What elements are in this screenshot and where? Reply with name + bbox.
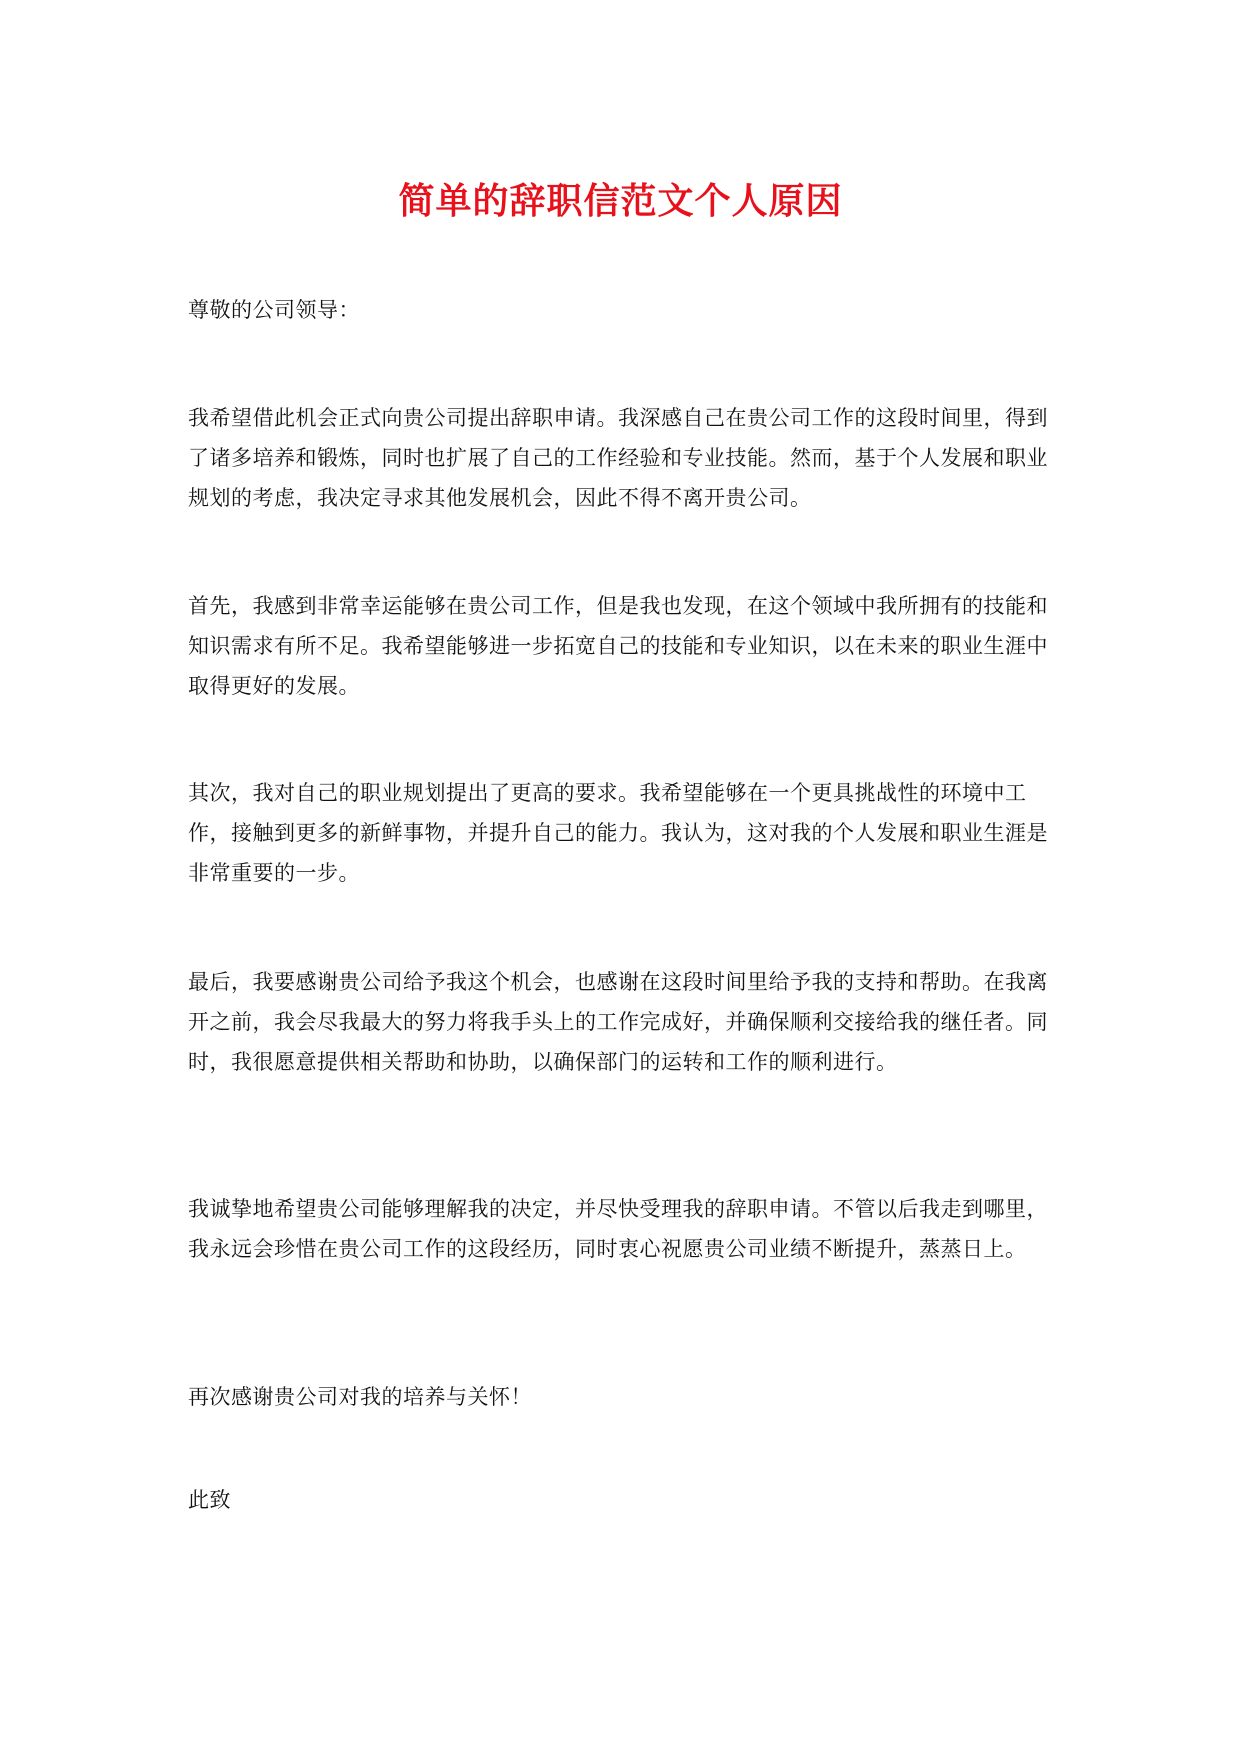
paragraph-thanks: 再次感谢贵公司对我的培养与关怀！ bbox=[188, 1385, 532, 1409]
paragraph-second-reason: 其次，我对自己的职业规划提出了更高的要求。我希望能够在一个更具挑战性的环境中工作，接触到更多的新鲜事物，并提升自己的能力。我认为，这对我的个人发展和职业生涯是非常重要的一步。 bbox=[188, 781, 1048, 885]
paragraph-first-reason: 首先，我感到非常幸运能够在贵公司工作，但是我也发现，在这个领域中我所拥有的技能和知识需求有所不足。我希望能够进一步拓宽自己的技能和专业知识，以在未来的职业生涯中取得更好的发展。 bbox=[188, 594, 1048, 698]
closing-salute: 此致 bbox=[188, 1488, 231, 1512]
paragraph-gratitude-handover: 最后，我要感谢贵公司给予我这个机会，也感谢在这段时间里给予我的支持和帮助。在我离开之前，我会尽我最大的努力将我手头上的工作完成好，并确保顺利交接给我的继任者。同时，我很愿意提供相关帮助和协助，以确保部门的运转和工作的顺利进行。 bbox=[188, 970, 1048, 1074]
salutation: 尊敬的公司领导： bbox=[188, 298, 360, 322]
document-title: 简单的辞职信范文个人原因 bbox=[398, 181, 843, 222]
paragraph-intent: 我希望借此机会正式向贵公司提出辞职申请。我深感自己在贵公司工作的这段时间里，得到了诸多培养和锻炼，同时也扩展了自己的工作经验和专业技能。然而，基于个人发展和职业规划的考虑，我决定寻求其他发展机会，因此不得不离开贵公司。 bbox=[188, 406, 1048, 510]
paragraph-request-wishes: 我诚挚地希望贵公司能够理解我的决定，并尽快受理我的辞职申请。不管以后我走到哪里，我永远会珍惜在贵公司工作的这段经历，同时衷心祝愿贵公司业绩不断提升，蒸蒸日上。 bbox=[188, 1197, 1048, 1261]
